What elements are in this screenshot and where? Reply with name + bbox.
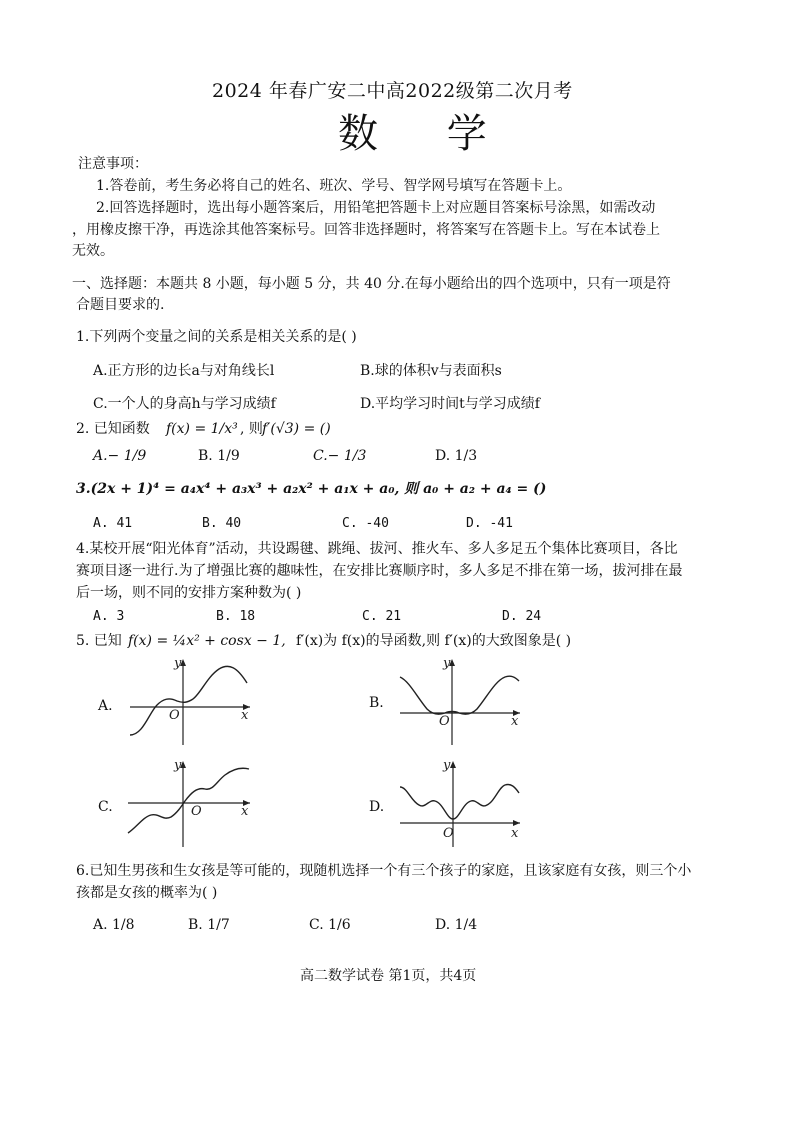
y-axis-label: y [443,656,451,671]
q4-option-a: A. 3 [93,609,125,624]
q5-graph-b-label: B. [369,695,384,711]
origin-label: O [191,804,202,819]
q2-prefix: 2. 已知函数 [76,421,150,437]
q2-mid: , 则 [240,421,263,437]
q6-option-c: C. 1/6 [309,917,351,933]
q4-line1: 4.某校开展“阳光体育”活动，共设踢毽、跳绳、拔河、推火车、多人多足五个集体比赛项目，各比 [76,541,678,557]
q3-option-a: A. 41 [93,516,133,531]
q4-line2: 赛项目逐一进行.为了增强比赛的趣味性，在安排比赛顺序时，多人多足不排在第一场，拔河排在最 [76,563,683,579]
q5-stem-rest: f′(x)为 f(x)的导函数,则 f′(x)的大致图象是( ) [296,633,572,649]
curve [400,784,519,819]
q3-option-d: D. -41 [466,516,513,531]
q6-line2: 孩都是女孩的概率为( ) [76,885,218,901]
x-axis-label: x [241,708,249,723]
q5-graph-a [125,655,260,750]
q4-option-c: C. 21 [362,609,402,624]
q5-graph-a-label: A. [98,698,113,714]
q3-option-b: B. 40 [202,516,242,531]
x-axis-label: x [241,804,249,819]
q6-option-b: B. 1/7 [188,917,230,933]
notice-item-1: 1.答卷前，考生务必将自己的姓名、班次、学号、智学网号填写在答题卡上。 [96,178,572,194]
x-axis-label: x [511,714,519,729]
q1-stem: 1.下列两个变量之间的关系是相关关系的是( ) [76,329,357,345]
q5-graph-c [125,757,260,852]
notice-item-2-line1: 2.回答选择题时，选出每小题答案后，用铅笔把答题卡上对应题目答案标号涂黑，如需改动 [96,200,656,216]
q5-graph-d [395,757,530,852]
exam-title: 2024 年春广安二中高2022级第二次月考 [212,80,573,102]
subject-title: 数 学 [338,111,515,157]
q2-option-d: D. 1/3 [435,448,478,464]
y-axis-label: y [174,656,182,671]
y-axis-arrow [450,761,456,768]
origin-label: O [443,826,454,841]
q1-option-c: C.一个人的身高h与学习成绩f [93,396,276,412]
origin-label: O [169,708,180,723]
q1-option-d: D.平均学习时间t与学习成绩f [360,396,540,412]
section-heading-line1: 一、选择题：本题共 8 小题，每小题 5 分，共 40 分.在每小题给出的四个选项中，只有一项是符 [72,276,671,292]
q2-option-a: A.− 1/9 [93,448,147,464]
notice-item-2-line2: ，用橡皮擦干净，再选涂其他答案标号。回答非选择题时，将答案写在答题卡上。写在本试卷上 [72,222,660,238]
q2-option-b: B. 1/9 [198,448,240,464]
q2-option-c: C.− 1/3 [313,448,367,464]
notice-item-2-line3: 无效。 [72,243,114,259]
q5-graph-d-label: D. [369,799,385,815]
y-axis-label: y [443,758,451,773]
q6-line1: 6.已知生男孩和生女孩是等可能的，现随机选择一个有三个孩子的家庭，且该家庭有女孩，则三个小 [76,863,692,879]
q5-graph-b [395,655,530,750]
q5-stem-prefix: 5. 已知 [76,633,122,649]
q2-function: f(x) = 1/x³ [166,421,238,437]
q6-option-d: D. 1/4 [435,917,478,933]
origin-label: O [439,714,450,729]
q5-graph-c-label: C. [98,799,113,815]
q4-option-d: D. 24 [502,609,542,624]
q4-line3: 后一场，则不同的安排方案种数为( ) [76,585,302,601]
notice-heading: 注意事项： [78,156,148,172]
y-axis-label: y [174,758,182,773]
page-footer: 高二数学试卷 第1页，共4页 [300,968,477,984]
curve [128,768,249,833]
section-heading-line2: 合题目要求的. [76,297,165,313]
q3-stem: 3.(2x + 1)⁴ = a₄x⁴ + a₃x³ + a₂x² + a₁x + a₀, 则 a₀ + a₂ + a₄ = () [76,481,547,497]
curve [130,666,247,735]
q2-question: f′(√3) = () [262,421,331,437]
q3-option-c: C. -40 [342,516,389,531]
curve [400,676,519,714]
q5-stem-function: f(x) = ¼x² + cosx − 1, [128,633,286,649]
q1-option-b: B.球的体积v与表面积s [360,363,502,379]
q6-option-a: A. 1/8 [93,917,135,933]
q1-option-a: A.正方形的边长a与对角线长l [93,363,275,379]
x-axis-label: x [511,826,519,841]
q4-option-b: B. 18 [216,609,256,624]
